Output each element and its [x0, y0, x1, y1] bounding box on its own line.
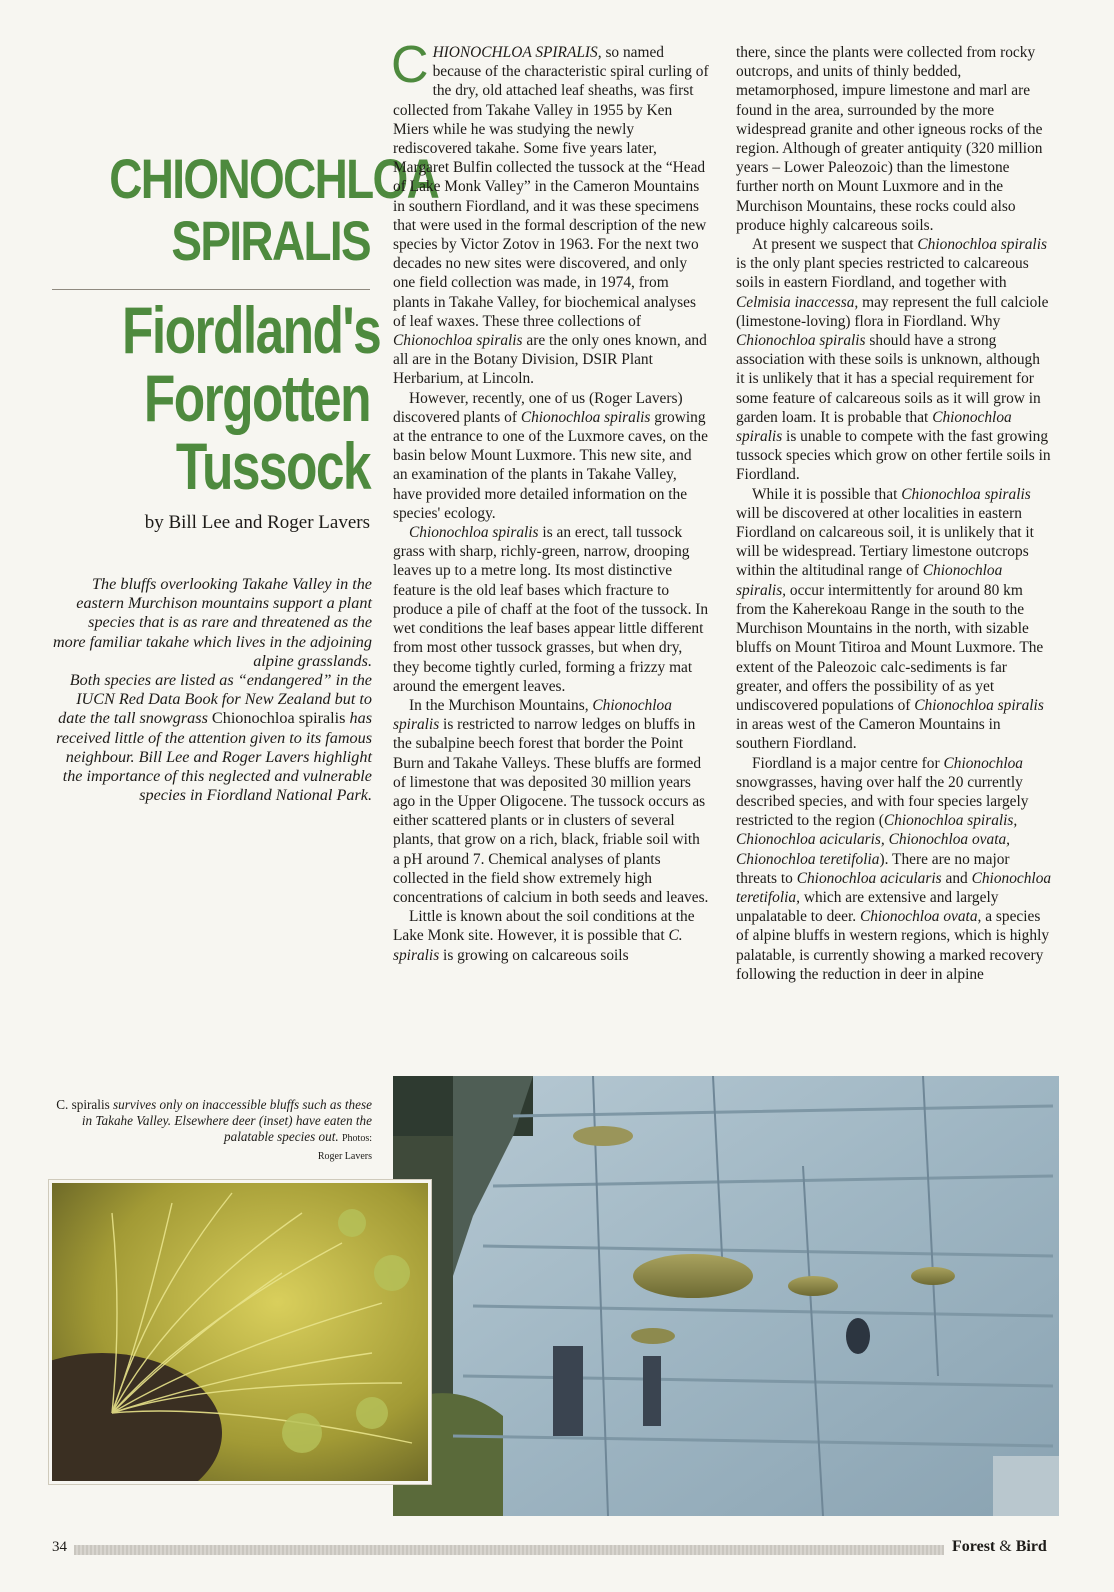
- footer-rule: [74, 1545, 944, 1555]
- body-paragraph: However, recently, one of us (Roger Lavers) discovered plants of Chionochloa spiralis growing at the entrance to one of the Luxmore caves, on the basin below Mount Luxmore. This new site, and an examination of the plants in Takahe Valley, have provided more detailed information on the species' ecology.: [393, 389, 708, 522]
- body-paragraph: In the Murchison Mountains, Chionochloa spiralis is restricted to narrow ledges on bluffs in the subalpine beech forest that border the Point Burn and Takahe Valleys. These bluffs are formed of limestone that was deposited 30 million years ago in the Upper Oligocene. The tussock occurs as either scattered plants or in clusters of several plants, that grow on a rich, black, friable soil with a pH around 7. Chemical analyses of plants collected in the field show extremely high concentrations of calcium in both seeds and leaves.: [393, 696, 709, 906]
- body-paragraph: While it is possible that Chionochloa spiralis will be discovered at other localities in eastern Fiordland on calcareous soil, it is unlikely that it will be widespread. Tertiary limestone outcrops within the altitudinal range of Chionochloa spiralis, occur intermittently for around 80 km from the Kaherekoau Range in the south to the Murchison Mountains in the north, with sizable bluffs on Mount Titiroa and Mount Luxmore. The extent of the Paleozoic calc-sediments is far greater, and offers the possibility of as yet undiscovered populations of Chionochloa spiralis in areas west of the Cameron Mountains in southern Fiordland.: [736, 485, 1044, 753]
- body-paragraph: Little is known about the soil conditions at the Lake Monk site. However, it is possible that C. spiralis is growing on calcareous soils: [393, 908, 695, 964]
- publication-name: Forest & Bird: [952, 1538, 1047, 1555]
- bluffs-photo: [393, 1076, 1059, 1516]
- body-paragraph: Fiordland is a major centre for Chionochloa snowgrasses, having over half the 20 currently described species, and with four species largely restricted to the region (Chionochloa spiralis, Chionochloa acicularis, Chionochloa ovata, Chionochloa teretifolia). There are no major threats to Chionochloa acicularis and Chionochloa teretifolia, which are extensive and largely unpalatable to deer. Chionochloa ovata, a species of alpine bluffs in western regions, which is highly palatable, is currently showing a marked recovery following the reduction in deer in alpine: [736, 754, 1052, 983]
- body-paragraph: CHIONOCHLOA SPIRALIS, so named because of the characteristic spiral curling of the dry, old attached leaf sheaths, was first collected from Takahe Valley in 1955 by Ken Miers while he was studying the newly rediscovered takahe. Some five years later, Margaret Bulfin collected the tussock at the “Head of Lake Monk Valley” in the Cameron Mountains in southern Fiordland, and it was these specimens that were used in the formal description of the new species by Victor Zotov in 1963. For the next two decades no new sites were discovered, and only one field collection was made, in 1974, from plants in Takahe Valley, for biochemical analyses of leaf waxes. These three collections of Chionochloa spiralis are the only ones known, and all are in the Botany Division, DSIR Plant Herbarium, at Lincoln.: [391, 36, 709, 388]
- bluffs-photo-illustration: [393, 1076, 1059, 1516]
- headline-line-2: SPIRALIS: [171, 209, 370, 272]
- intro-paragraph-2: Both species are listed as “endangered” in the IUCN Red Data Book for New Zealand but to date the tall snowgrass Chionochloa spiralis has received little of the attention given to its famous neighbour. Bill Lee and Roger Lavers highlight the importance of this neglected and vulnerable species in Fiordland National Park.: [56, 671, 372, 805]
- photo-credit-label: Photos:: [341, 1133, 372, 1144]
- headline: [52, 147, 439, 272]
- body-paragraph: there, since the plants were collected from rocky outcrops, and units of thinly bedded, metamorphosed, impure limestone and marl are found in the area, surrounded by the more widespread granite and other igneous rocks of the region. Although of greater antiquity (320 million years – Lower Paleozoic) than the limestone further north on Mount Luxmore and in the Murchison Mountains, these rocks could also produce highly calcareous soils.: [736, 44, 1043, 234]
- subheadline-line-2: Forgotten: [143, 361, 370, 435]
- subheadline: [121, 293, 381, 503]
- byline: by Bill Lee and Roger Lavers: [144, 512, 370, 533]
- headline-line-1: CHIONOCHLOA: [109, 147, 439, 210]
- intro-paragraph-1: The bluffs overlooking Takahe Valley in the eastern Murchison mountains support a plant species that is as rare and threatened as the more familiar takahe which lives in the adjoining alpine grasslands.: [52, 575, 372, 670]
- intro-species-name: Chionochloa spiralis: [211, 709, 346, 728]
- lead-in: HIONOCHLOA SPIRALIS,: [432, 44, 602, 61]
- body-paragraph: At present we suspect that Chionochloa spiralis is the only plant species restricted to calcareous soils in eastern Fiordland, and together with Celmisia inaccessa, may represent the full calciole (limestone-loving) flora in Fiordland. Why Chionochloa spiralis should have a strong association with these soils is unknown, although it is unlikely that it has a special requirement for some feature of calcareous soils as it will grow in garden loam. It is probable that Chionochloa spiralis is unable to compete with the fast growing tussock species which grow on other fertile soils in Fiordland.: [736, 236, 1051, 484]
- subheadline-line-3: Tussock: [175, 429, 370, 503]
- intro-standfirst: [52, 575, 372, 805]
- title-divider: [52, 289, 370, 290]
- subheadline-line-1: Fiordland's: [121, 293, 381, 367]
- photo-caption: C. spiralis survives only on inaccessible bluffs such as these in Takahe Valley. Elsewhere deer (inset) have eaten the palatable species out. Photos: Roger Lavers: [56, 1097, 372, 1162]
- body-paragraph: Chionochloa spiralis is an erect, tall tussock grass with sharp, richly-green, narrow, drooping leaves up to a metre long. Its most distinctive feature is the old leaf bases which fracture to produce a pile of chaff at the foot of the tussock. In wet conditions the leaf bases appear little different from most other tussock grasses, but when dry, they become tightly curled, forming a frizzy mat around the emergent leaves.: [393, 524, 709, 695]
- caption-species: C. spiralis: [56, 1097, 110, 1112]
- drop-cap: C: [391, 36, 429, 94]
- tussock-inset-illustration: [52, 1183, 428, 1481]
- tussock-inset-photo: [49, 1180, 431, 1484]
- page-number: 34: [52, 1539, 67, 1555]
- body-column-3: [736, 43, 1052, 984]
- photo-credit-name: Roger Lavers: [317, 1151, 372, 1162]
- body-column-2: [391, 36, 709, 965]
